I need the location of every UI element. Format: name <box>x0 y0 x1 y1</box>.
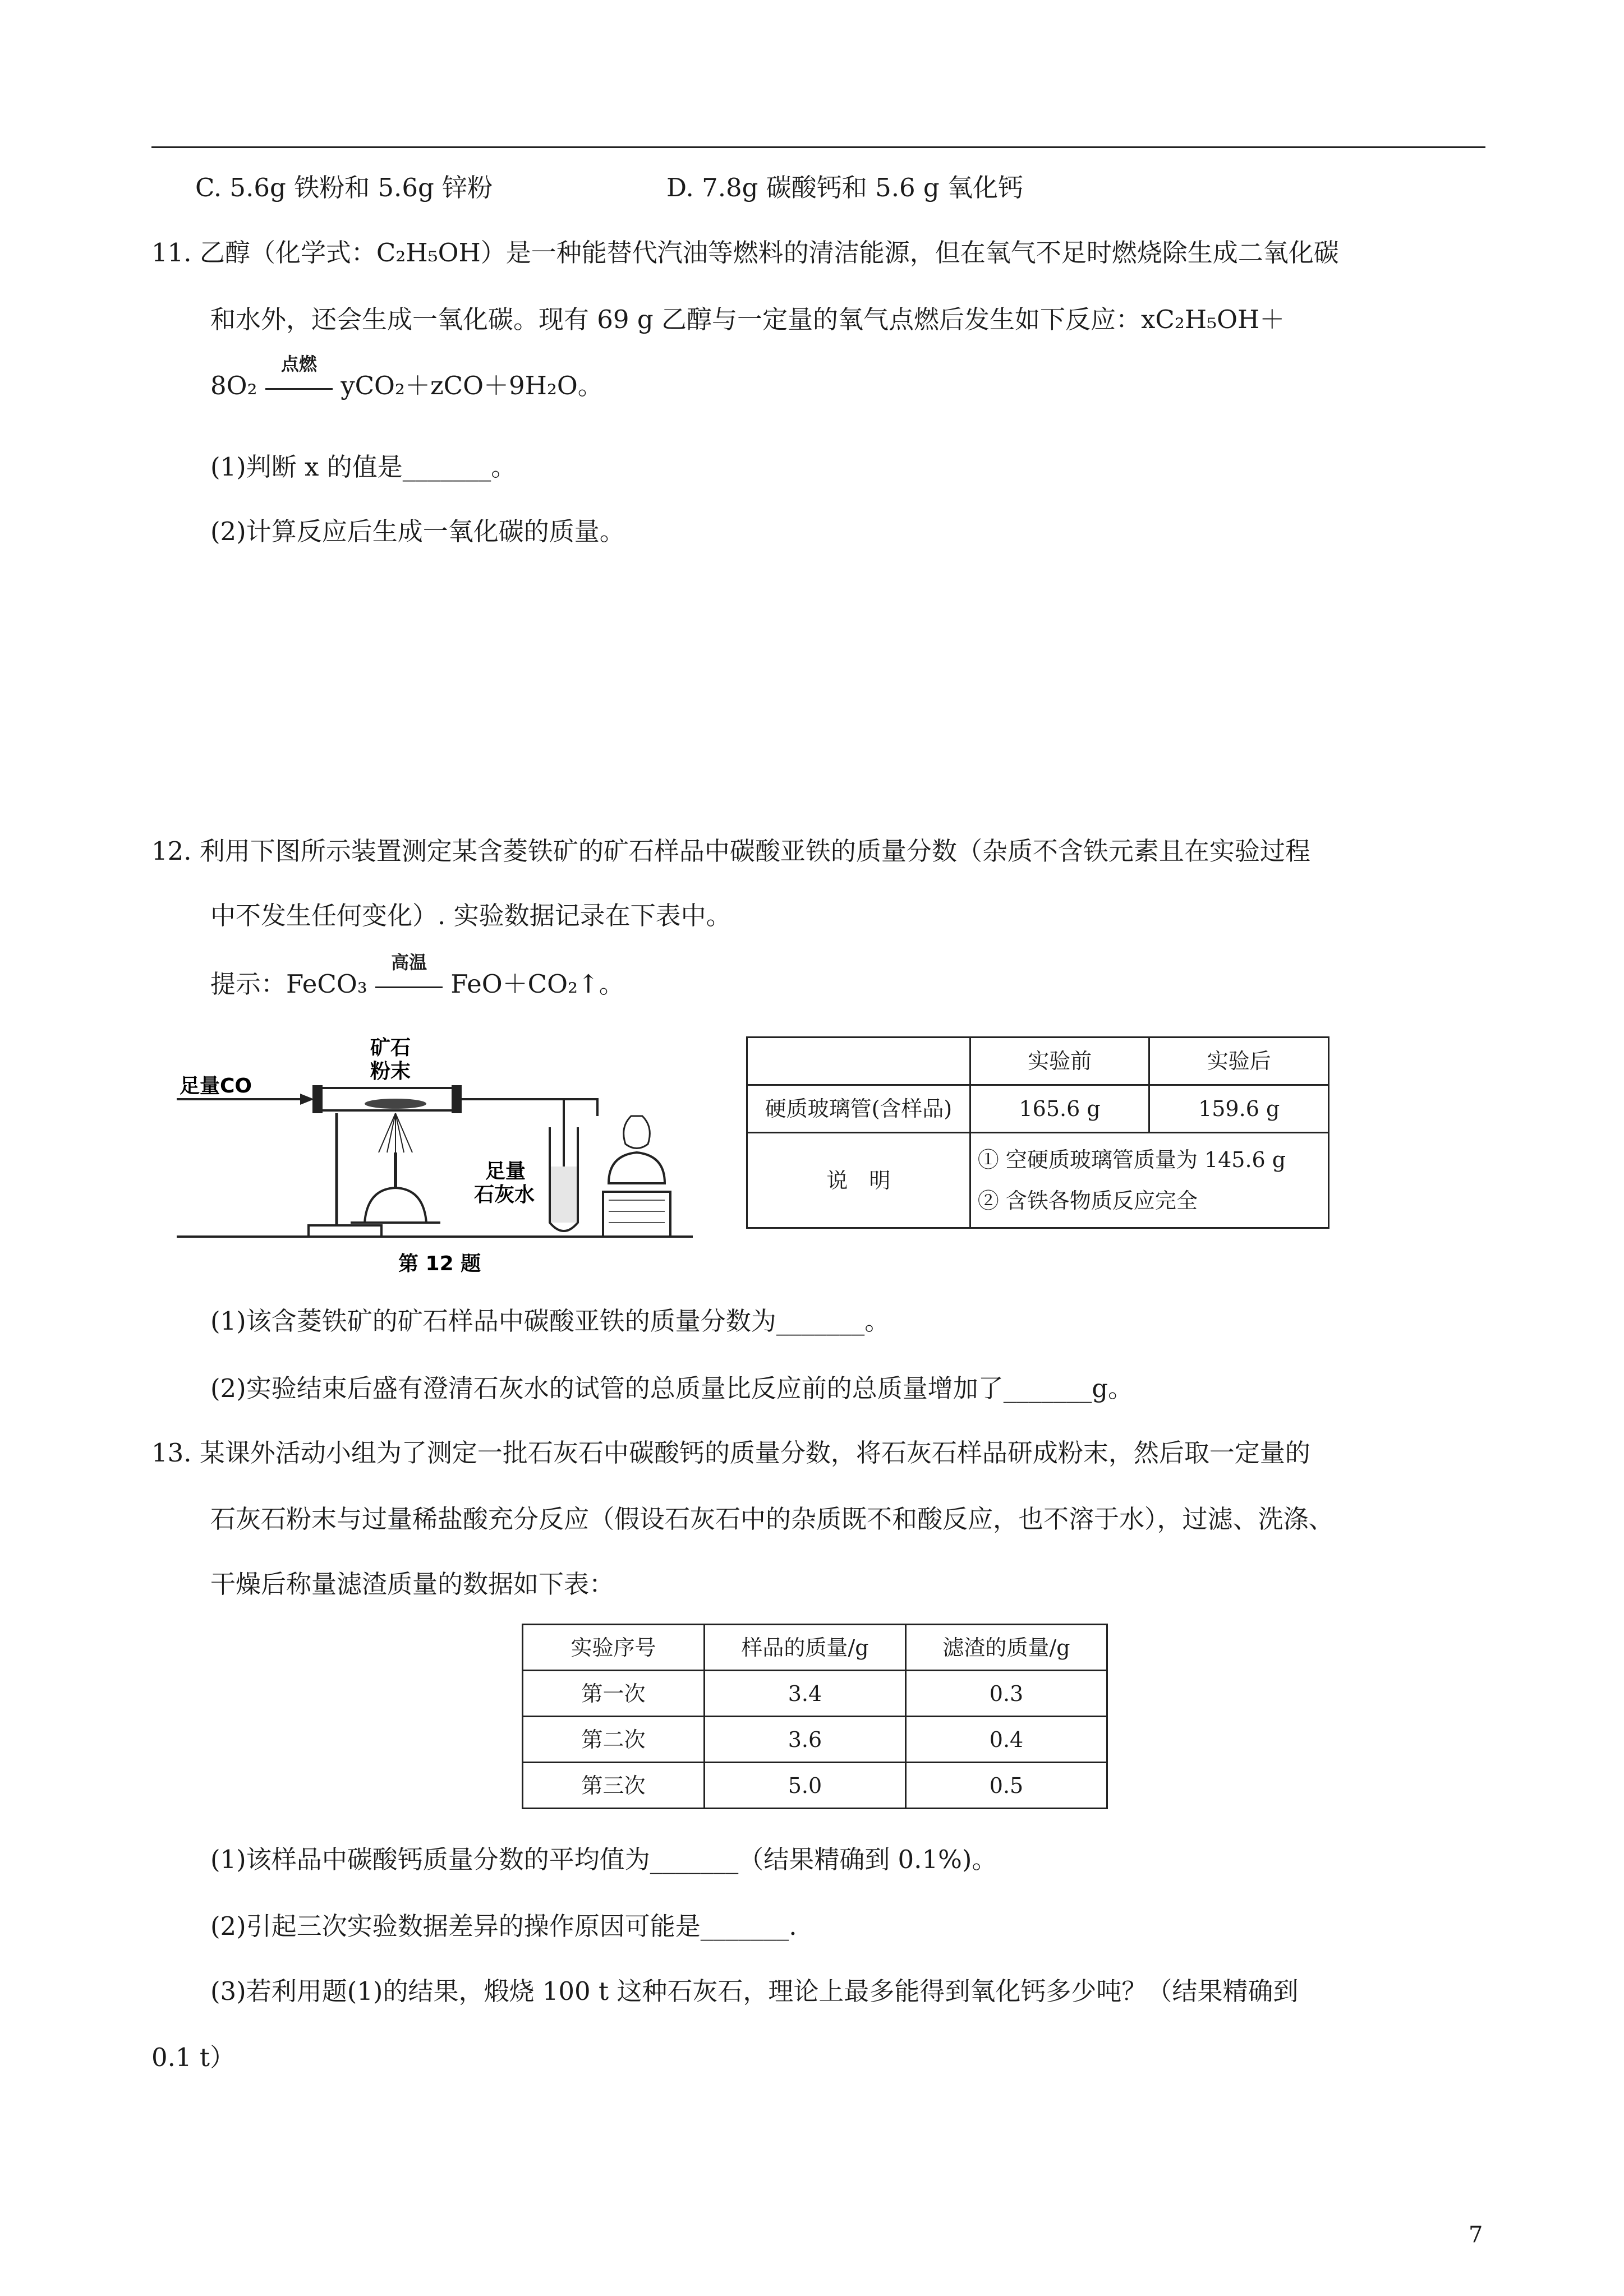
wood-block <box>603 1192 670 1237</box>
q12-sub2: (2)实验结束后盛有澄清石灰水的试管的总质量比反应前的总质量增加了_______g。 <box>210 1373 1134 1403</box>
q11-eq-left: 8O₂ <box>210 371 257 400</box>
q12-condition-text: 高温 <box>391 952 427 973</box>
q13-row2-trial: 第二次 <box>523 1717 705 1763</box>
label-ore-2: 粉末 <box>370 1060 411 1083</box>
q11-eq-condition <box>265 353 333 398</box>
q12-row-after: 159.6 g <box>1149 1085 1329 1133</box>
q13-row3-residue: 0.5 <box>905 1763 1107 1809</box>
q12-row-label: 硬质玻璃管(含样品) <box>747 1085 970 1133</box>
limewater <box>551 1167 577 1223</box>
label-ore-1: 矿石 <box>370 1036 411 1059</box>
q13-sub3: (3)若利用题(1)的结果，煅烧 100 t 这种石灰石，理论上最多能得到氧化钙多少吨？（结果精确到 <box>210 1976 1299 2006</box>
q11-line1: 11. 乙醇（化学式：C₂H₅OH）是一种能替代汽油等燃料的清洁能源，但在氧气不足时燃烧除生成二氧化碳 <box>151 238 1339 268</box>
exhaust-tube <box>564 1099 597 1116</box>
q13-header-residue: 滤渣的质量/g <box>905 1625 1107 1671</box>
header-rule <box>151 146 1485 148</box>
q12-line2: 中不发生任何变化）. 实验数据记录在下表中。 <box>210 901 732 930</box>
q13-sub2: (2)引起三次实验数据差异的操作原因可能是_______. <box>210 1911 797 1941</box>
label-co: 足量CO <box>180 1075 252 1098</box>
q12-hint-condition <box>375 952 443 997</box>
q13-row2-sample: 3.6 <box>704 1717 905 1763</box>
q12-header-after: 实验后 <box>1149 1038 1329 1085</box>
q11-sub2: (2)计算反应后生成一氧化碳的质量。 <box>210 517 625 546</box>
table-row <box>523 1717 1107 1763</box>
q12-note-label: 说 明 <box>747 1133 970 1228</box>
q13-sub1: (1)该样品中碳酸钙质量分数的平均值为_______（结果精确到 0.1%)。 <box>210 1845 997 1874</box>
q12-hint-prefix: 提示：FeCO₃ <box>210 969 367 999</box>
q13-row3-sample: 5.0 <box>704 1763 905 1809</box>
q11-sub1: (1)判断 x 的值是_______。 <box>210 452 517 482</box>
q13-sub3-cont: 0.1 t） <box>151 2043 235 2072</box>
exhaust-lamp <box>609 1152 665 1183</box>
q12-apparatus-diagram <box>171 1032 721 1279</box>
q10-option-c: C. 5.6g 铁粉和 5.6g 锌粉 <box>195 173 493 202</box>
q12-line1: 12. 利用下图所示装置测定某含菱铁矿的矿石样品中碳酸亚铁的质量分数（杂质不含铁元素且在实验过程 <box>151 836 1310 866</box>
label-lime-2: 石灰水 <box>474 1183 535 1206</box>
tube-stopper-right <box>452 1085 462 1113</box>
page-number: 7 <box>1469 2222 1483 2248</box>
q11-equation <box>210 353 603 400</box>
q13-data-table <box>522 1624 1108 1809</box>
burner-body <box>365 1188 426 1223</box>
q12-notes <box>970 1133 1328 1228</box>
q11-line2: 和水外，还会生成一氧化碳。现有 69 g 乙醇与一定量的氧气点燃后发生如下反应：xC₂H₅OH＋ <box>210 305 1285 334</box>
q12-header-before: 实验前 <box>970 1038 1149 1085</box>
table-row <box>523 1763 1107 1809</box>
ore-powder <box>365 1099 426 1109</box>
q12-row-before: 165.6 g <box>970 1085 1149 1133</box>
q12-sub1: (1)该含菱铁矿的矿石样品中碳酸亚铁的质量分数为_______。 <box>210 1306 890 1336</box>
diagram-caption: 第 12 题 <box>398 1252 481 1275</box>
q13-header-trial: 实验序号 <box>523 1625 705 1671</box>
flame-lines <box>379 1113 412 1152</box>
q12-note-1: ① 空硬质玻璃管质量为 145.6 g <box>977 1147 1286 1173</box>
tube-stopper-left <box>312 1085 323 1113</box>
co-arrow-head <box>300 1094 314 1105</box>
q12-data-table <box>746 1036 1329 1229</box>
q13-header-sample: 样品的质量/g <box>704 1625 905 1671</box>
q11-eq-right: yCO₂＋zCO＋9H₂O。 <box>341 371 603 400</box>
q13-row2-residue: 0.4 <box>905 1717 1107 1763</box>
exhaust-flame <box>624 1116 650 1149</box>
q13-line1: 13. 某课外活动小组为了测定一批石灰石中碳酸钙的质量分数，将石灰石样品研成粉末，然后取一定量的 <box>151 1438 1310 1468</box>
q11-condition-text: 点燃 <box>280 353 317 375</box>
q10-option-d: D. 7.8g 碳酸钙和 5.6 g 氧化钙 <box>666 173 1024 202</box>
q12-table-corner <box>747 1038 970 1085</box>
q13-row3-trial: 第三次 <box>523 1763 705 1809</box>
table-row <box>523 1671 1107 1717</box>
q13-line2: 石灰石粉末与过量稀盐酸充分反应（假设石灰石中的杂质既不和酸反应，也不溶于水），过滤、洗涤、 <box>210 1504 1334 1534</box>
q13-row1-sample: 3.4 <box>704 1671 905 1717</box>
q13-row1-residue: 0.3 <box>905 1671 1107 1717</box>
q12-note-2: ② 含铁各物质反应完全 <box>977 1188 1198 1213</box>
stand-base <box>309 1225 381 1237</box>
label-lime-1: 足量 <box>485 1160 526 1183</box>
q12-hint <box>210 952 624 999</box>
q13-row1-trial: 第一次 <box>523 1671 705 1717</box>
q12-hint-suffix: FeO＋CO₂↑。 <box>450 969 624 999</box>
q13-line3: 干燥后称量滤渣质量的数据如下表： <box>210 1569 615 1599</box>
